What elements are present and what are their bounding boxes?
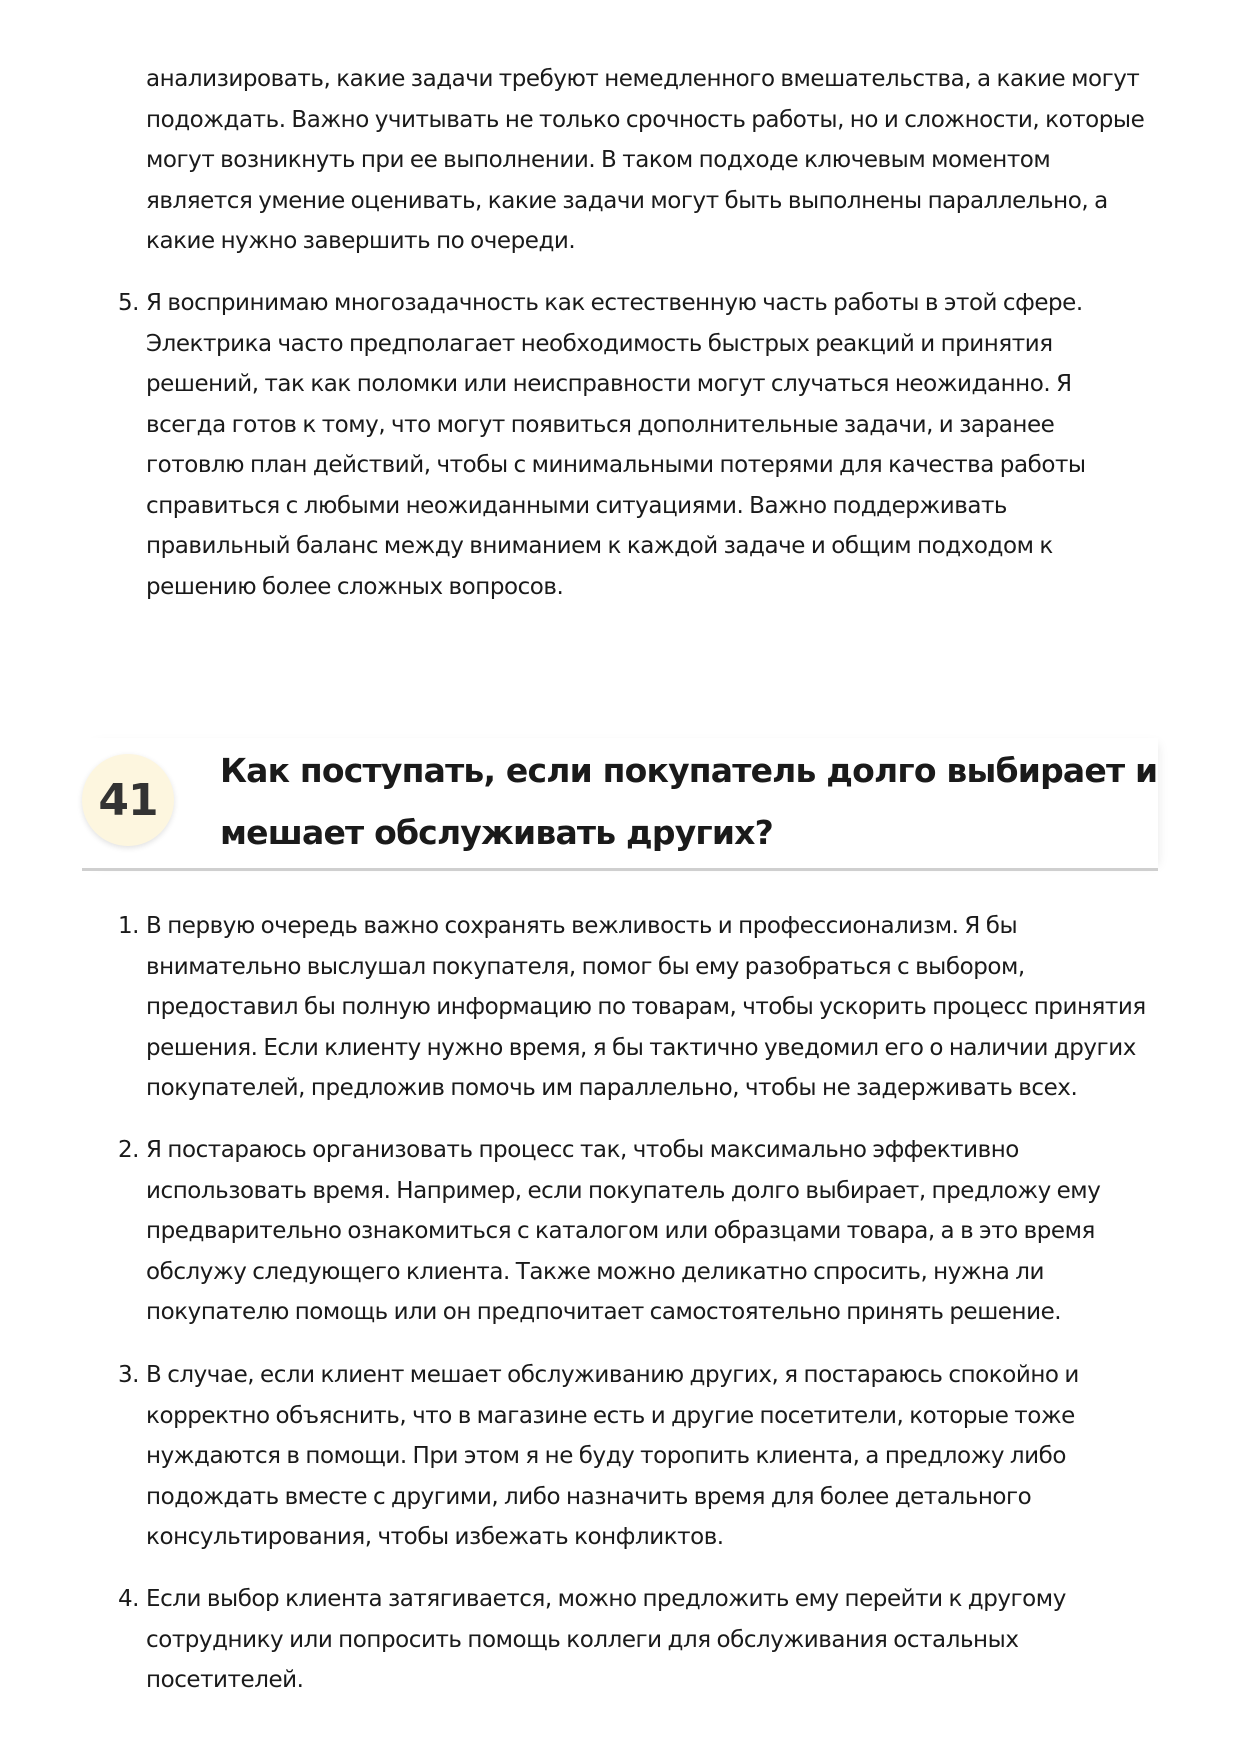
answer-item-3 — [118, 1355, 1156, 1558]
answer-item-text: В случае, если клиент мешает обслуживанию других, я постараюсь спокойно и корректно объяснить, что в магазине есть и другие посетители, которые тоже нуждаются в помощи. При этом я не буду торопить клиента, а предложу либо подождать вместе с другими, либо назначить время для более детального консультирования, чтобы избежать конфликтов. — [146, 1362, 1079, 1550]
answer-item-number: 3. — [118, 1362, 140, 1388]
answer-item-text: В первую очередь важно сохранять вежливость и профессионализм. Я бы внимательно выслушал покупателя, помог бы ему разобраться с выбором, предоставил бы полную информацию по товарам, чтобы ускорить процесс принятия решения. Если клиенту нужно время, я бы тактично уведомил его о наличии других покупателей, предложив помочь им параллельно, чтобы не задерживать всех. — [146, 913, 1146, 1101]
answer-item-number: 1. — [118, 913, 140, 939]
answer-item-number: 5. — [118, 290, 140, 316]
answer-item-5 — [118, 283, 1156, 607]
answer-item-1 — [118, 906, 1156, 1109]
question-header — [82, 738, 1158, 871]
question-number-badge: 41 — [82, 754, 174, 846]
answer-item-text: Я воспринимаю многозадачность как естественную часть работы в этой сфере. Электрика часто предполагает необходимость быстрых реакций и принятия решений, так как поломки или неисправности могут случаться неожиданно. Я всегда готов к тому, что могут появиться дополнительные задачи, и заранее готовлю план действий, чтобы с минимальными потерями для качества работы справиться с любыми неожиданными ситуациями. Важно поддерживать правильный баланс между вниманием к каждой задаче и общим подходом к решению более сложных вопросов. — [146, 290, 1086, 600]
answer-item-number: 4. — [118, 1586, 140, 1612]
answer-item-text: Если выбор клиента затягивается, можно предложить ему перейти к другому сотруднику или попросить помощь коллеги для обслуживания остальных посетителей. — [146, 1586, 1066, 1693]
answer-item-number: 2. — [118, 1137, 140, 1163]
question-title: Как поступать, если покупатель долго выбирает и мешает обслуживать других? — [220, 751, 1158, 852]
answer-item-2 — [118, 1130, 1156, 1333]
answer-item-4 — [118, 1579, 1156, 1701]
continued-answer-text: анализировать, какие задачи требуют немедленного вмешательства, а какие могут подождать. Важно учитывать не только срочность работы, но и сложности, которые могут возникнуть при ее выполнении. В таком подходе ключевым моментом является умение оценивать, какие задачи могут быть выполнены параллельно, а какие нужно завершить по очереди. — [146, 66, 1145, 254]
answer-item-text: Я постараюсь организовать процесс так, чтобы максимально эффективно использовать время. Например, если покупатель долго выбирает, предложу ему предварительно ознакомиться с каталогом или образцами товара, а в это время обслужу следующего клиента. Также можно деликатно спросить, нужна ли покупателю помощь или он предпочитает самостоятельно принять решение. — [146, 1137, 1101, 1325]
